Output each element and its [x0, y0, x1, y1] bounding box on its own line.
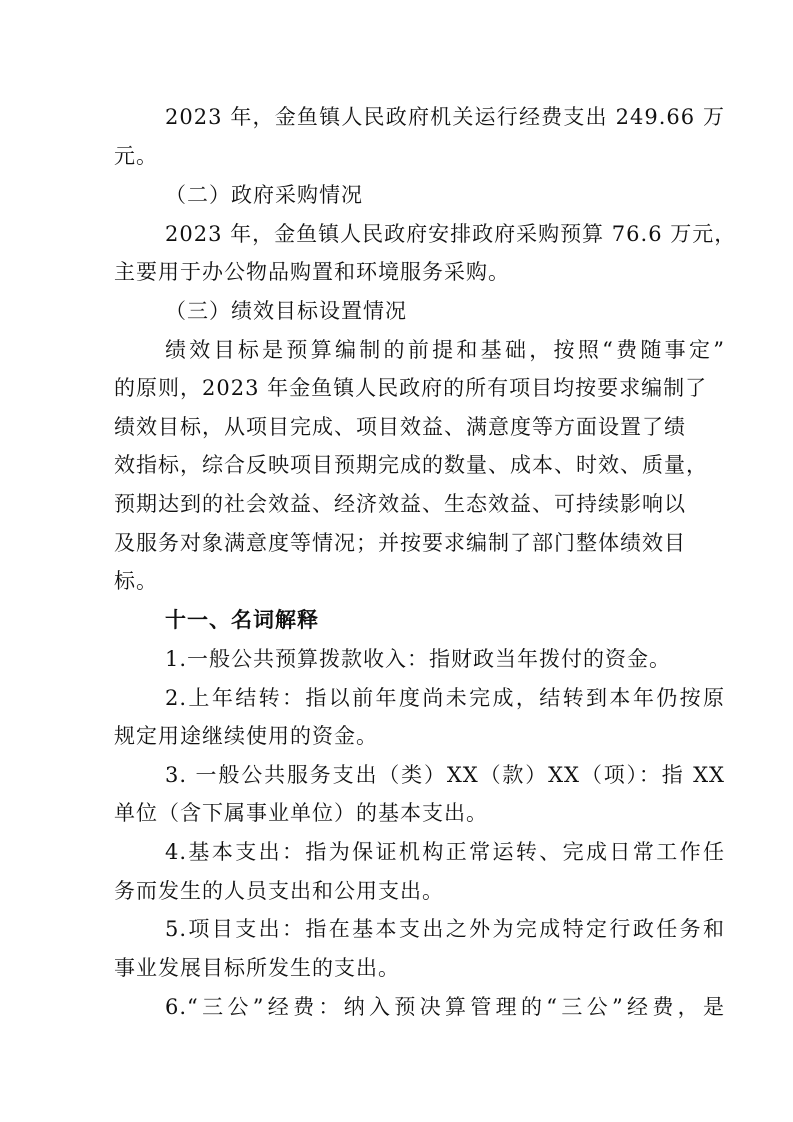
paragraph-line: 标。 [114, 569, 158, 593]
paragraph-line: 效指标，综合反映项目预期完成的数量、成本、时效、质量， [114, 453, 708, 477]
paragraph-line: 绩效目标，从项目完成、项目效益、满意度等方面设置了绩 [114, 415, 686, 439]
glossary-item: 2.上年结转：指以前年度尚未完成，结转到本年仍按原 [165, 686, 725, 710]
subheading-procurement: （二）政府采购情况 [165, 183, 363, 207]
paragraph-line: 2023 年，金鱼镇人民政府机关运行经费支出 249.66 万 [165, 105, 725, 129]
glossary-item: 6.“三公”经费：纳入预决算管理的“三公”经费，是 [165, 995, 725, 1019]
paragraph-line: 预期达到的社会效益、经济效益、生态效益、可持续影响以 [114, 492, 686, 516]
glossary-item-continued: 事业发展目标所发生的支出。 [114, 956, 400, 980]
subheading-performance-goals: （三）绩效目标设置情况 [165, 299, 407, 323]
glossary-item-continued: 务而发生的人员支出和公用支出。 [114, 879, 444, 903]
paragraph-line: 及服务对象满意度等情况；并按要求编制了部门整体绩效目 [114, 531, 686, 555]
paragraph-line: 绩效目标是预算编制的前提和基础，按照“费随事定” [165, 338, 725, 362]
paragraph-line: 主要用于办公物品购置和环境服务采购。 [114, 260, 510, 284]
glossary-item: 1.一般公共预算拨款收入：指财政当年拨付的资金。 [165, 647, 672, 671]
glossary-item: 4.基本支出：指为保证机构正常运转、完成日常工作任 [165, 840, 725, 864]
glossary-item: 3. 一般公共服务支出（类）XX（款）XX（项）：指 XX [165, 763, 725, 787]
paragraph-line: 的原则，2023 年金鱼镇人民政府的所有项目均按要求编制了 [114, 376, 708, 400]
glossary-item: 5.项目支出：指在基本支出之外为完成特定行政任务和 [165, 917, 725, 941]
section-heading-glossary: 十一、名词解释 [165, 608, 319, 632]
glossary-item-continued: 单位（含下属事业单位）的基本支出。 [114, 801, 488, 825]
glossary-item-continued: 规定用途继续使用的资金。 [114, 724, 378, 748]
paragraph-line: 2023 年，金鱼镇人民政府安排政府采购预算 76.6 万元， [165, 222, 737, 246]
paragraph-line: 元。 [114, 144, 158, 168]
